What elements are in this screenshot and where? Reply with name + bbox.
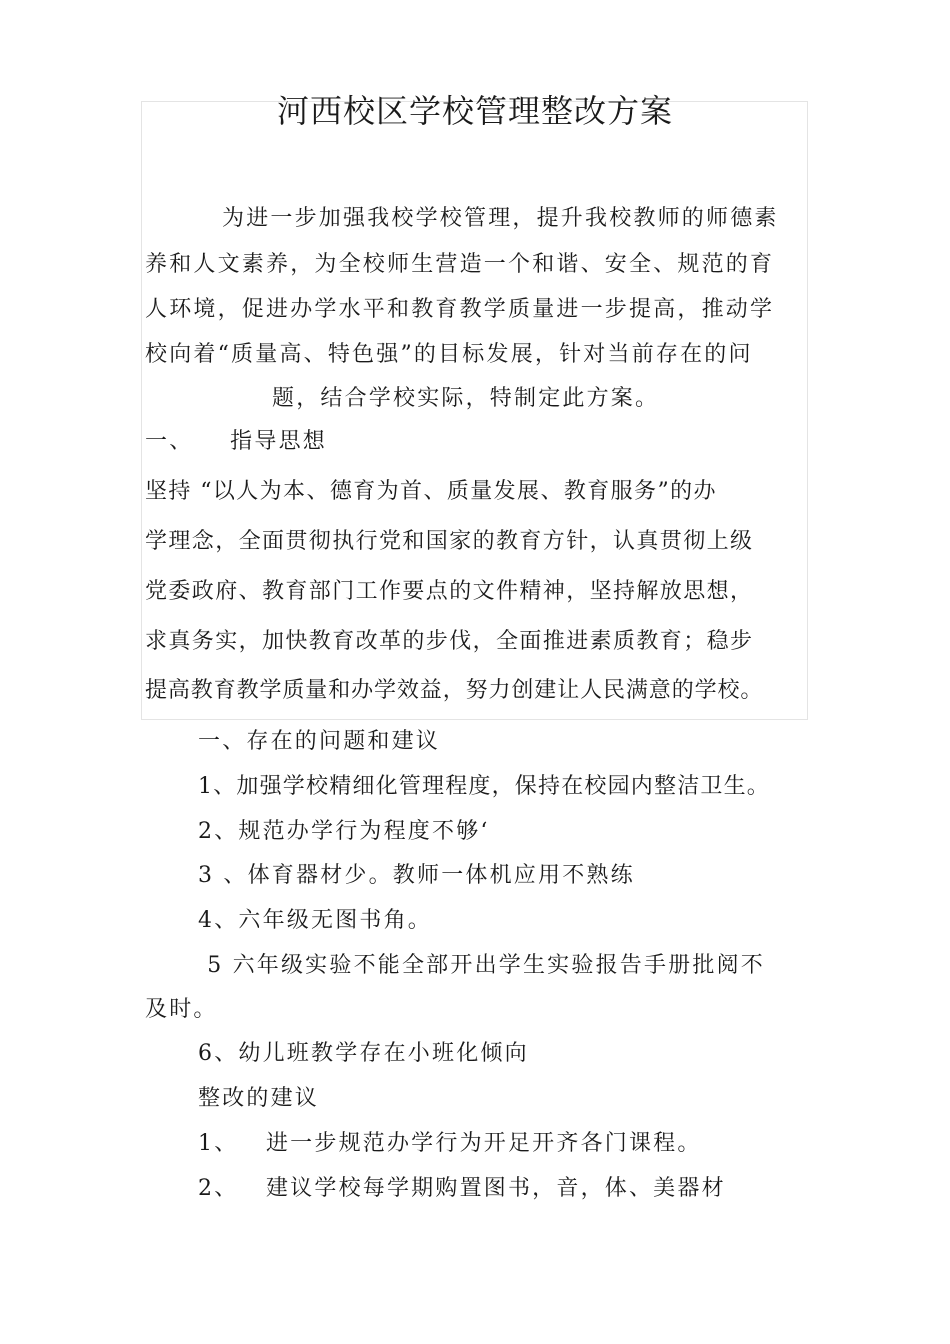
intro-line-5: 题，结合学校实际，特制定此方案。 [272,386,660,411]
guide-line-4: 求真务实，加快教育改革的步伐，全面推进素质教育；稳步 [145,629,754,654]
guide-line-1: 坚持 “以人为本、德育为首、质量发展、教育服务”的办 [145,479,717,504]
problem-item-4: 4、六年级无图书角。 [198,908,432,933]
problem-item-3: 3 、体育器材少。教师一体机应用不熟练 [198,863,635,888]
guide-line-5: 提高教育教学质量和办学效益，努力创建让人民满意的学校。 [145,678,764,703]
section-heading-problems: 一、存在的问题和建议 [198,729,441,754]
problem-item-2: 2、规范办学行为程度不够‘ [198,819,490,844]
problem-item-1: 1、加强学校精细化管理程度，保持在校园内整洁卫生。 [198,774,770,799]
section-heading-suggestions: 整改的建议 [198,1086,320,1111]
intro-line-1: 为进一步加强我校学校管理，提升我校教师的师德素 [222,206,779,231]
document-title: 河西校区学校管理整改方案 [276,92,673,130]
intro-line-3: 人环境，促进办学水平和教育教学质量进一步提高，推动学 [145,297,775,322]
section-heading-guiding-ideology: 一、 指导思想 [145,429,327,454]
problem-item-5: 5 六年级实验不能全部开出学生实验报告手册批阅不 [198,953,765,978]
guide-line-3: 党委政府、教育部门工作要点的文件精神，坚持解放思想， [145,579,754,604]
problem-item-5-continued: 及时。 [145,997,218,1022]
intro-line-2: 养和人文素养，为全校师生营造一个和谐、安全、规范的育 [145,252,775,277]
guide-line-2: 学理念，全面贯彻执行党和国家的教育方针，认真贯彻上级 [145,529,754,554]
problem-item-6: 6、幼儿班教学存在小班化倾向 [198,1041,529,1066]
suggestion-item-1: 1、 进一步规范办学行为开足开齐各门课程。 [198,1131,702,1156]
intro-line-4: 校向着“质量高、特色强”的目标发展，针对当前存在的问 [145,342,753,367]
suggestion-item-2: 2、 建议学校每学期购置图书，音，体、美器材 [198,1176,726,1201]
